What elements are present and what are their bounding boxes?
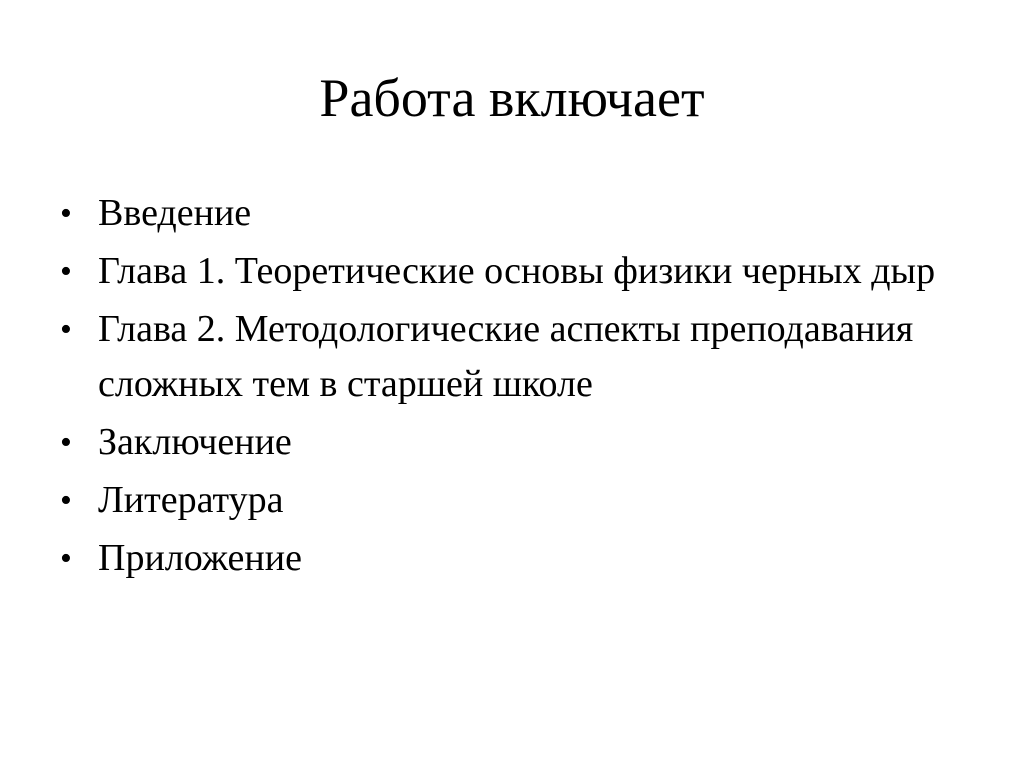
bullet-icon: • — [60, 540, 72, 577]
list-item-text: Глава 1. Теоретические основы физики черных дыр — [98, 250, 936, 292]
slide-title: Работа включает — [319, 68, 705, 128]
list-item — [60, 531, 980, 586]
bullet-icon: • — [60, 195, 72, 232]
bullet-list — [60, 186, 980, 589]
list-item-text: Литература — [98, 479, 284, 521]
list-item-text: Приложение — [98, 537, 302, 579]
list-item — [60, 186, 980, 241]
list-item — [60, 302, 980, 412]
list-item-text: Заключение — [98, 421, 292, 463]
list-item — [60, 415, 980, 470]
bullet-icon: • — [60, 253, 72, 290]
list-item — [60, 244, 980, 299]
list-item-text: Введение — [98, 192, 252, 234]
list-item — [60, 473, 980, 528]
bullet-icon: • — [60, 424, 72, 461]
list-item-text: Глава 2. Методологические аспекты преподавания сложных тем в старшей школе — [98, 308, 914, 405]
bullet-icon: • — [60, 482, 72, 519]
bullet-icon: • — [60, 311, 72, 348]
